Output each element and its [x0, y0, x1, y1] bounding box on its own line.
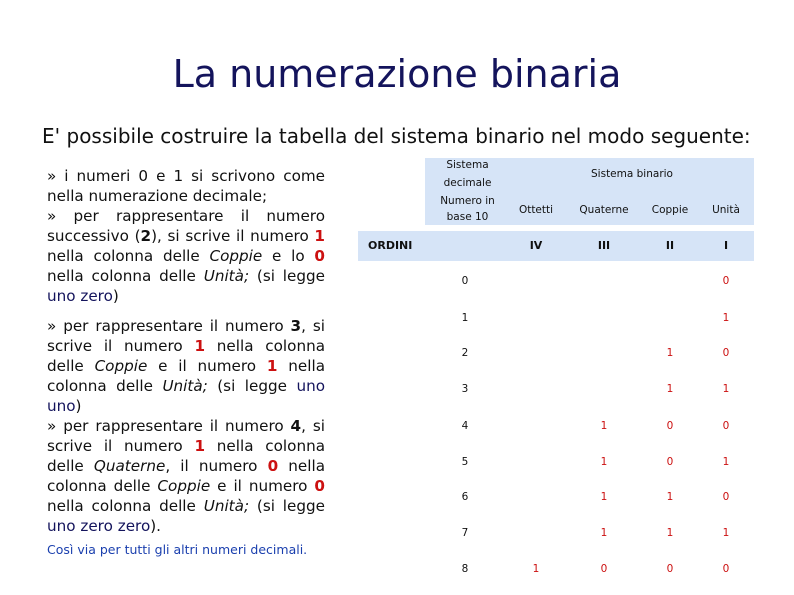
binary-digit: 0: [722, 420, 730, 432]
subheader-decimal-line2: base 10: [446, 211, 489, 223]
term: Coppie: [94, 357, 148, 375]
subheader-decimal-line1: Numero in: [440, 195, 495, 207]
reading: uno uno: [47, 377, 325, 415]
column-header-coppie: Coppie: [651, 204, 689, 216]
decimal-value: 1: [461, 312, 469, 324]
bullet: »: [47, 317, 57, 335]
decimal-value: 7: [461, 527, 469, 539]
text: ): [112, 287, 119, 305]
binary-digit: 0: [722, 347, 730, 359]
text: e lo: [262, 247, 315, 265]
decimal-value: 3: [461, 383, 469, 395]
text: nella colonna delle: [47, 337, 325, 375]
number: 4: [290, 417, 302, 435]
binary-digit: 0: [722, 563, 730, 575]
binary-digit: 0: [722, 275, 730, 287]
text: , si scrive il numero: [47, 317, 325, 355]
text: e il numero: [147, 357, 267, 375]
text: , il numero: [165, 457, 268, 475]
ordine-iv: IV: [529, 239, 543, 252]
number: 3: [290, 317, 302, 335]
number: 2: [140, 227, 152, 245]
decimal-value: 2: [461, 347, 469, 359]
binary-digit: 1: [600, 456, 608, 468]
footnote: Così via per tutti gli altri numeri decimali.: [47, 542, 308, 557]
text: (si legge: [249, 497, 325, 515]
ordine-ii: II: [665, 239, 675, 252]
text: nella colonna delle: [47, 267, 204, 285]
term: Unità;: [162, 377, 208, 395]
binary-digit: 0: [722, 491, 730, 503]
paragraph-4: [47, 416, 325, 536]
term: Unità;: [203, 497, 250, 515]
bullet: »: [47, 167, 57, 185]
header-decimal-line1: Sistema: [446, 159, 489, 171]
binary-digit: 1: [666, 491, 674, 503]
binary-digit: 1: [666, 383, 674, 395]
digit: 1: [266, 357, 278, 375]
reading: uno zero: [47, 287, 113, 305]
text: per rappresentare il numero successivo (: [47, 207, 325, 245]
text: nella colonna delle: [47, 357, 325, 395]
text: nella colonna delle: [47, 437, 325, 475]
binary-digit: 1: [722, 312, 730, 324]
text: , si scrive il numero: [47, 417, 325, 455]
decimal-value: 4: [461, 420, 469, 432]
text: nella colonna delle: [47, 247, 210, 265]
binary-digit: 1: [600, 491, 608, 503]
decimal-value: 6: [461, 491, 469, 503]
binary-digit: 1: [666, 347, 674, 359]
binary-digit: 1: [600, 420, 608, 432]
text: (si legge: [249, 267, 325, 285]
binary-digit: 0: [666, 456, 674, 468]
term: Coppie: [157, 477, 211, 495]
header-decimal-line2: decimale: [443, 177, 492, 189]
text: ).: [150, 517, 162, 535]
binary-table: [358, 158, 754, 595]
bullet: »: [47, 417, 57, 435]
paragraph-2: [47, 206, 325, 306]
term: Quaterne: [93, 457, 166, 475]
paragraph-3: [47, 316, 325, 416]
text: ), si scrive il numero: [151, 227, 315, 245]
text: per rappresentare il numero: [56, 417, 291, 435]
ordine-i: I: [723, 239, 729, 252]
decimal-value: 0: [461, 275, 469, 287]
digit: 1: [194, 437, 206, 455]
text: i numeri 0 e 1 si scrivono come nella numerazione decimale;: [47, 167, 325, 205]
text: nella colonna delle: [47, 457, 326, 495]
binary-digit: 1: [722, 383, 730, 395]
text: per rappresentare il numero: [56, 317, 291, 335]
digit: 1: [194, 337, 206, 355]
paragraph-1: [47, 166, 325, 206]
decimal-value: 8: [461, 563, 469, 575]
binary-digit: 1: [722, 527, 730, 539]
page-title: La numerazione binaria: [172, 52, 622, 96]
column-header-quaterne: Quaterne: [579, 204, 629, 216]
digit: 0: [267, 457, 279, 475]
explanation-text: [47, 166, 325, 536]
column-header-ottetti: Ottetti: [518, 204, 554, 216]
binary-digit: 1: [722, 456, 730, 468]
binary-digit: 1: [600, 527, 608, 539]
digit: 0: [314, 477, 325, 495]
text: ): [75, 397, 82, 415]
digit: 0: [314, 247, 325, 265]
ordini-label: ORDINI: [368, 239, 413, 252]
ordini-row: [358, 231, 754, 261]
reading: uno zero zero: [47, 517, 151, 535]
binary-digit: 0: [666, 420, 674, 432]
binary-digit: 0: [666, 563, 674, 575]
header-binary: Sistema binario: [591, 168, 673, 180]
binary-digit: 1: [532, 563, 540, 575]
text: (si legge: [207, 377, 297, 395]
text: nella colonna delle: [47, 497, 204, 515]
term: Coppie: [209, 247, 263, 265]
text: e il numero: [210, 477, 315, 495]
term: Unità;: [203, 267, 250, 285]
column-header-unita: Unità: [712, 204, 740, 216]
binary-digit: 1: [666, 527, 674, 539]
decimal-value: 5: [461, 456, 469, 468]
digit: 1: [314, 227, 325, 245]
bullet: »: [47, 207, 57, 225]
binary-digit: 0: [600, 563, 608, 575]
subtitle: E' possibile costruire la tabella del sistema binario nel modo seguente:: [42, 124, 751, 148]
ordine-iii: III: [597, 239, 611, 252]
